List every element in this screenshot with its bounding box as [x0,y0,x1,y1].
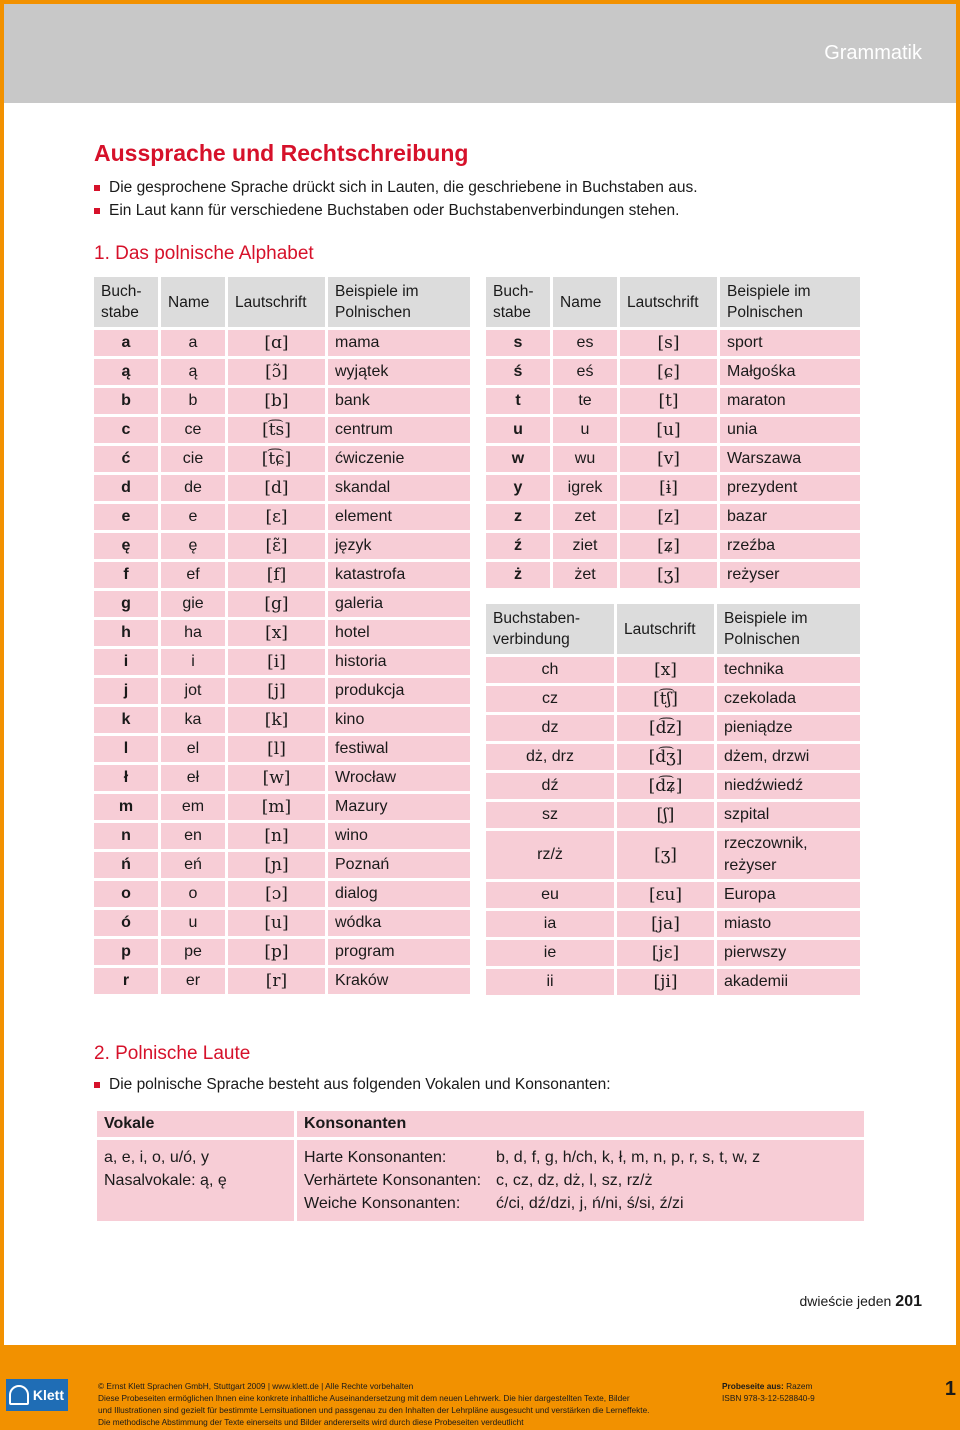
phonetic-cell: [ɛu] [617,882,714,908]
phonetic-cell: [ɛ] [228,504,325,530]
letter-cell: ę [94,533,158,559]
sheet-number: 1 [944,1378,956,1400]
table-row [94,881,470,907]
name-cell: eś [553,359,617,385]
name-cell: de [161,475,225,501]
phonetic-cell: [w] [228,765,325,791]
table-row [486,330,860,356]
phonetic-cell: [ji] [617,969,714,995]
name-cell: ka [161,707,225,733]
example-cell: bazar [720,504,860,530]
example-cell: wyjątek [328,359,470,385]
letter-cell: g [94,591,158,617]
example-cell: wódka [328,910,470,936]
phonetic-cell: [ɨ] [620,475,717,501]
example-cell: wino [328,823,470,849]
section2-title: 2. Polnische Laute [94,1043,251,1064]
bullet-item: Ein Laut kann für verschiedene Buchstaben oder Buchstabenverbindungen stehen. [94,199,698,222]
phonetic-cell: [d͡z] [617,715,714,741]
example-cell: dżem, drzwi [717,744,860,770]
example-cell: centrum [328,417,470,443]
letter-cell: l [94,736,158,762]
table-row [94,649,470,675]
footer-book-info: Probeseite aus: Razem ISBN 978-3-12-528840-9 [722,1381,815,1403]
letter-cell: n [94,823,158,849]
name-cell: u [553,417,617,443]
phonetic-cell: [t] [620,388,717,414]
example-cell: maraton [720,388,860,414]
example-cell: hotel [328,620,470,646]
header-phonetic: Lautschrift [620,277,717,327]
phonetic-cell: [t͡ɕ] [228,446,325,472]
phonetic-cell: [ɑ] [228,330,325,356]
combination-cell: sz [486,802,614,828]
letter-cell: ó [94,910,158,936]
phonetic-cell: [ɔ̃] [228,359,325,385]
table-row [94,794,470,820]
name-cell: el [161,736,225,762]
consonant-row: Verhärtete Konsonanten: c, cz, dz, dż, l, sz, rz/ż [304,1172,653,1189]
left-frame [0,0,4,1345]
name-cell: ą [161,359,225,385]
name-cell: gie [161,591,225,617]
table-row [486,388,860,414]
example-cell: element [328,504,470,530]
table-row [94,678,470,704]
alphabet-table-left [91,274,473,997]
letter-cell: ć [94,446,158,472]
name-cell: ce [161,417,225,443]
alphabet-table-right [483,274,863,591]
table-row [486,446,860,472]
example-cell: produkcja [328,678,470,704]
page-title: Aussprache und Rechtschreibung [94,140,469,166]
header-band [4,4,956,103]
name-cell: o [161,881,225,907]
phonetic-cell: [z] [620,504,717,530]
letter-cell: w [486,446,550,472]
combination-cell: ia [486,911,614,937]
combination-cell: dź [486,773,614,799]
right-frame [956,0,960,1345]
letter-cell: ń [94,852,158,878]
footer-text: © Ernst Klett Sprachen GmbH, Stuttgart 2009 | www.klett.de | Alle Rechte vorbehalten Diese Probeseiten ermöglichen Ihnen eine konkrete inhaltliche Auseinandersetzung mit dem neuen Lehrwerk. Die hier dargestellten Texte, Bilder und Illustrationen sind gezielt für bestimmte Lernsituationen und passgenau zu den Inhalten der Lehrpläne ausgesucht und verstärken die Lerneffekte. Die methodische Abstimmung der Texte einerseits und Bilder andererseits wird durch diese Probeseiten verdeutlicht [98,1381,650,1427]
example-cell: bank [328,388,470,414]
name-cell: er [161,968,225,994]
name-cell: ef [161,562,225,588]
letter-cell: c [94,417,158,443]
phonetic-cell: [f] [228,562,325,588]
table-row [94,620,470,646]
name-cell: a [161,330,225,356]
example-cell: ćwiczenie [328,446,470,472]
combination-cell: dż, drz [486,744,614,770]
phonetic-cell: [ɔ] [228,881,325,907]
bullet-item: Die gesprochene Sprache drückt sich in Lauten, die geschriebene in Buchstaben aus. [94,176,698,199]
phonetic-cell: [d͡ʒ] [617,744,714,770]
intro-bullets [94,176,698,222]
example-cell: mama [328,330,470,356]
example-cell: pieniądze [717,715,860,741]
table-row [486,533,860,559]
phonetic-cell: [ʒ] [620,562,717,588]
bullet-square-icon [94,185,100,191]
example-cell: język [328,533,470,559]
example-cell: Poznań [328,852,470,878]
name-cell: żet [553,562,617,588]
phonetic-cell: [m] [228,794,325,820]
phonetic-cell: [ɕ] [620,359,717,385]
example-cell: pierwszy [717,940,860,966]
consonant-row: Weiche Konsonanten: ć/ci, dź/dzi, j, ń/ni, ś/si, ź/zi [304,1195,684,1212]
header-examples: Beispiele im Polnischen [720,277,860,327]
table-row [486,802,860,828]
combination-cell: dz [486,715,614,741]
table-row [486,831,860,879]
example-cell: Europa [717,882,860,908]
letter-cell: ś [486,359,550,385]
letter-cell: z [486,504,550,530]
name-cell: es [553,330,617,356]
letter-cell: e [94,504,158,530]
combination-cell: ii [486,969,614,995]
table-row [94,910,470,936]
letter-cell: o [94,881,158,907]
table-row [94,446,470,472]
letter-cell: j [94,678,158,704]
klett-logo-icon [9,1385,29,1405]
name-cell: ha [161,620,225,646]
letter-cell: ł [94,765,158,791]
letter-cell: ź [486,533,550,559]
example-cell: szpital [717,802,860,828]
table-row [94,330,470,356]
phonetic-cell: [d] [228,475,325,501]
table-row [94,707,470,733]
table-row [94,736,470,762]
letter-cell: k [94,707,158,733]
table-row [94,504,470,530]
combination-cell: cz [486,686,614,712]
letter-cell: s [486,330,550,356]
table-row [486,359,860,385]
letter-cell: b [94,388,158,414]
name-cell: ę [161,533,225,559]
table-row [486,657,860,683]
header-phonetic: Lautschrift [617,604,714,654]
phonetic-cell: [p] [228,939,325,965]
name-cell: en [161,823,225,849]
name-cell: zet [553,504,617,530]
example-cell: galeria [328,591,470,617]
consonants-cell [297,1140,864,1221]
combination-cell: eu [486,882,614,908]
bullet-item: Die polnische Sprache besteht aus folgenden Vokalen und Konsonanten: [94,1073,611,1096]
phonetic-cell: [t͡s] [228,417,325,443]
letter-cell: i [94,649,158,675]
example-cell: Wrocław [328,765,470,791]
header-letter: Buch- stabe [94,277,158,327]
name-cell: wu [553,446,617,472]
table-row [486,882,860,908]
example-cell: dialog [328,881,470,907]
example-cell: skandal [328,475,470,501]
table-row [94,591,470,617]
example-cell: sport [720,330,860,356]
name-cell: i [161,649,225,675]
letter-cell: d [94,475,158,501]
header-name: Name [553,277,617,327]
example-cell: katastrofa [328,562,470,588]
name-cell: u [161,910,225,936]
phonetic-cell: [k] [228,707,325,733]
table-row [486,562,860,588]
example-cell: kino [328,707,470,733]
header-name: Name [161,277,225,327]
combination-cell: rz/ż [486,831,614,879]
letter-cell: t [486,388,550,414]
example-cell: technika [717,657,860,683]
example-cell: czekolada [717,686,860,712]
phonetic-cell: [g] [228,591,325,617]
table-row [94,562,470,588]
name-cell: e [161,504,225,530]
phonetic-cell: [n] [228,823,325,849]
phonetic-cell: [i] [228,649,325,675]
letter-cell: h [94,620,158,646]
table-row [94,359,470,385]
name-cell: igrek [553,475,617,501]
vowels-header: Vokale [97,1111,294,1137]
name-cell: jot [161,678,225,704]
phonetic-cell: [ja] [617,911,714,937]
phonetic-cell: [ʃ] [617,802,714,828]
phonetic-cell: [s] [620,330,717,356]
phonetic-cell: [v] [620,446,717,472]
header-letter: Buch- stabe [486,277,550,327]
letter-cell: ż [486,562,550,588]
sounds-table [94,1108,867,1224]
table-row [486,773,860,799]
phonetic-cell: [d͡ʑ] [617,773,714,799]
table-row [94,388,470,414]
table-row [94,765,470,791]
example-cell: Kraków [328,968,470,994]
page-number: dwieście jeden 201 [799,1293,922,1310]
example-cell: akademii [717,969,860,995]
consonant-row: Harte Konsonanten: b, d, f, g, h/ch, k, ł, m, n, p, r, s, t, w, z [304,1149,761,1166]
name-cell: ziet [553,533,617,559]
table-row [486,744,860,770]
phonetic-cell: [x] [617,657,714,683]
table-row [94,475,470,501]
letter-cell: m [94,794,158,820]
letter-cell: p [94,939,158,965]
phonetic-cell: [jɛ] [617,940,714,966]
example-cell: prezydent [720,475,860,501]
header-examples: Beispiele im Polnischen [328,277,470,327]
table-row [94,417,470,443]
phonetic-cell: [l] [228,736,325,762]
example-cell: rzeźba [720,533,860,559]
example-cell: miasto [717,911,860,937]
example-cell: rzeczownik, reżyser [717,831,860,879]
letter-cell: ą [94,359,158,385]
example-cell: Mazury [328,794,470,820]
name-cell: eł [161,765,225,791]
table-row [486,417,860,443]
section1-title: 1. Das polnische Alphabet [94,243,314,264]
consonants-header: Konsonanten [297,1111,864,1137]
phonetic-cell: [ɛ̃] [228,533,325,559]
phonetic-cell: [ʑ] [620,533,717,559]
combination-cell: ie [486,940,614,966]
letter-cell: a [94,330,158,356]
table-row [486,940,860,966]
table-row [486,969,860,995]
name-cell: eń [161,852,225,878]
letter-cell: u [486,417,550,443]
vowels-cell: a, e, i, o, u/ó, y Nasalvokale: ą, ę [97,1140,294,1221]
example-cell: festiwal [328,736,470,762]
phonetic-cell: [j] [228,678,325,704]
letter-cell: f [94,562,158,588]
example-cell: niedźwiedź [717,773,860,799]
name-cell: em [161,794,225,820]
phonetic-cell: [u] [620,417,717,443]
header-combination: Buchstaben- verbindung [486,604,614,654]
table-row [94,968,470,994]
phonetic-cell: [ɲ] [228,852,325,878]
combination-table [483,601,863,998]
phonetic-cell: [u] [228,910,325,936]
section-label: Grammatik [824,42,922,64]
name-cell: pe [161,939,225,965]
phonetic-cell: [t͡ʃ] [617,686,714,712]
section2-bullets [94,1073,611,1096]
phonetic-cell: [b] [228,388,325,414]
table-row [94,852,470,878]
name-cell: cie [161,446,225,472]
table-row [486,686,860,712]
letter-cell: y [486,475,550,501]
example-cell: unia [720,417,860,443]
combination-cell: ch [486,657,614,683]
table-row [486,911,860,937]
header-phonetic: Lautschrift [228,277,325,327]
phonetic-cell: [ʒ] [617,831,714,879]
table-row [486,715,860,741]
name-cell: te [553,388,617,414]
example-cell: reżyser [720,562,860,588]
table-row [94,823,470,849]
table-row [94,939,470,965]
phonetic-cell: [x] [228,620,325,646]
table-row [486,504,860,530]
example-cell: Warszawa [720,446,860,472]
table-row [94,533,470,559]
example-cell: historia [328,649,470,675]
phonetic-cell: [r] [228,968,325,994]
example-cell: Małgośka [720,359,860,385]
example-cell: program [328,939,470,965]
klett-logo: Klett [6,1379,68,1411]
bullet-square-icon [94,1082,100,1088]
bullet-square-icon [94,208,100,214]
table-row [486,475,860,501]
header-examples: Beispiele im Polnischen [717,604,860,654]
letter-cell: r [94,968,158,994]
name-cell: b [161,388,225,414]
